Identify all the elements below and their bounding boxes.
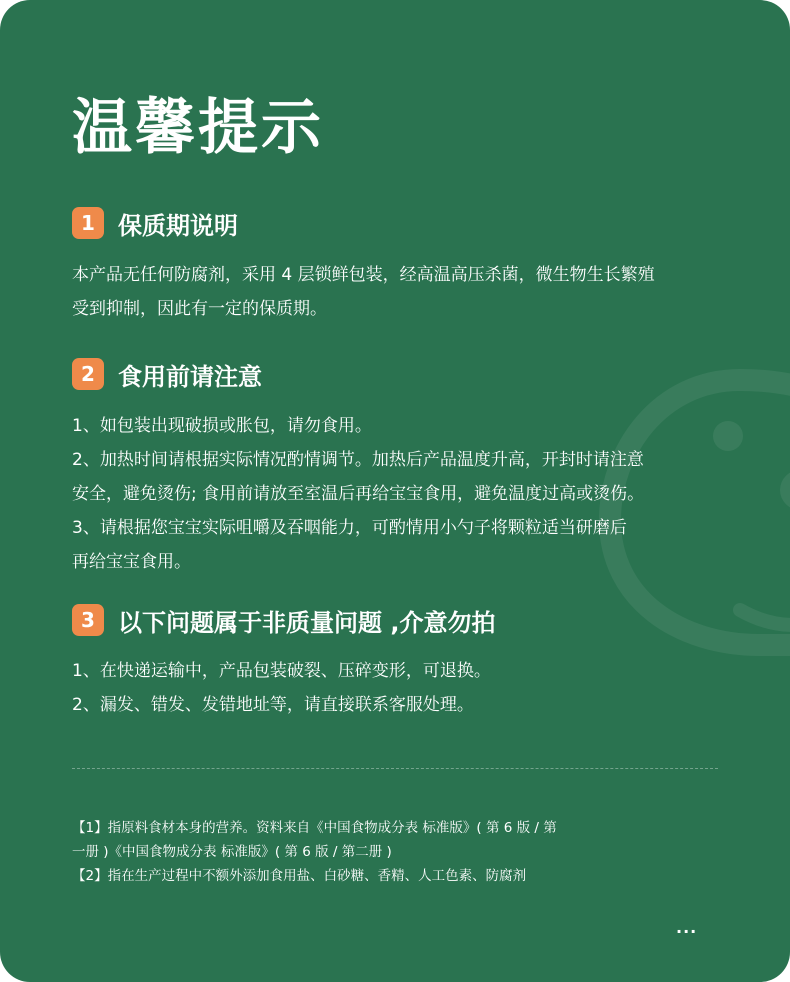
text-line: 2、加热时间请根据实际情况酌情调节。加热后产品温度升高，开封时请注意 xyxy=(72,450,644,470)
section-number-badge: 3 xyxy=(72,604,104,636)
section-non-quality-header xyxy=(72,603,495,637)
footnote-line: 【1】指原料食材本身的营养。资料来自《中国食物成分表 标准版》( 第 6 版 / 第 xyxy=(72,820,557,836)
dashed-divider xyxy=(72,768,718,769)
section-before-eating-body xyxy=(72,409,644,579)
section-before-eating-header xyxy=(72,357,262,391)
page-title: 温馨提示 xyxy=(72,93,324,163)
section-shelf-life-header xyxy=(72,206,238,240)
text-line: 3、请根据您宝宝实际咀嚼及吞咽能力，可酌情用小勺子将颗粒适当研磨后 xyxy=(72,518,627,538)
text-line: 2、漏发、错发、发错地址等，请直接联系客服处理。 xyxy=(72,695,474,715)
text-line: 再给宝宝食用。 xyxy=(72,552,191,572)
footnote-line: 【2】指在生产过程中不额外添加食用盐、白砂糖、香精、人工色素、防腐剂 xyxy=(72,868,527,884)
text-line: 安全，避免烫伤; 食用前请放至室温后再给宝宝食用，避免温度过高或烫伤。 xyxy=(72,484,645,504)
section-shelf-life-body xyxy=(72,258,655,326)
footnote-line: 一册 )《中国食物成分表 标准版》( 第 6 版 / 第二册 ) xyxy=(72,844,392,860)
section-number-badge: 2 xyxy=(72,358,104,390)
text-line: 1、在快递运输中，产品包装破裂、压碎变形，可退换。 xyxy=(72,661,491,681)
text-line: 本产品无任何防腐剂，采用 4 层锁鲜包装，经高温高压杀菌，微生物生长繁殖 xyxy=(72,265,655,285)
footnotes xyxy=(72,816,557,888)
section-title: 以下问题属于非质量问题 ,介意勿拍 xyxy=(118,608,496,637)
text-line: 受到抑制，因此有一定的保质期。 xyxy=(72,299,327,319)
text-line: 1、如包装出现破损或胀包，请勿食用。 xyxy=(72,416,372,436)
section-title: 食用前请注意 xyxy=(118,362,262,391)
section-number-badge: 1 xyxy=(72,207,104,239)
ellipsis-icon[interactable]: ··· xyxy=(676,922,698,941)
section-non-quality-body xyxy=(72,654,491,722)
section-title: 保质期说明 xyxy=(118,211,238,240)
